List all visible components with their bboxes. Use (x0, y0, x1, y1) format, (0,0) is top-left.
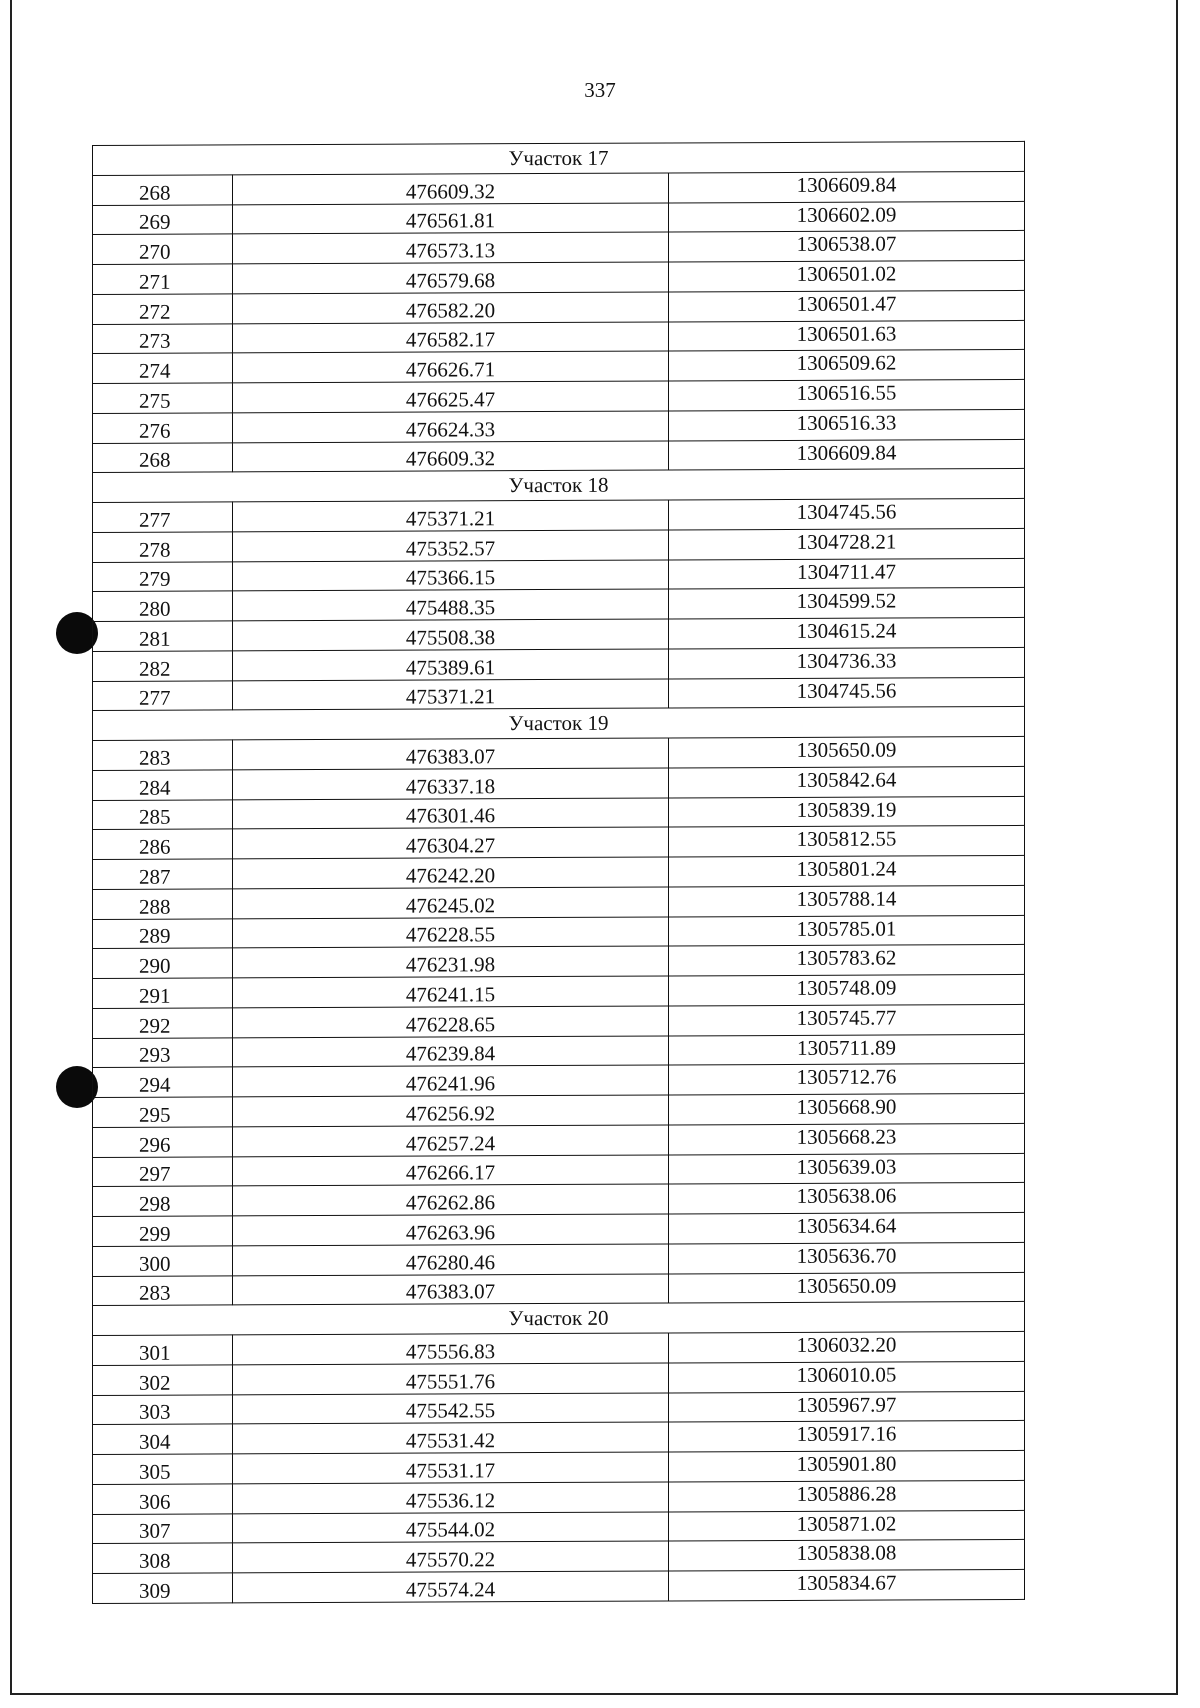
table-row (93, 1391, 1025, 1425)
point-number-cell: 268 (93, 175, 233, 205)
point-number-cell: 299 (93, 1216, 233, 1246)
table-row (93, 647, 1025, 681)
x-coordinate-cell: 476245.02 (233, 887, 669, 919)
y-coordinate-cell: 1305783.62 (669, 945, 1025, 976)
x-coordinate-cell: 476609.32 (233, 173, 669, 205)
point-number-cell: 284 (93, 770, 233, 800)
point-number-cell: 309 (93, 1573, 233, 1603)
section-title: Участок 17 (93, 141, 1025, 175)
x-coordinate-cell: 476337.18 (233, 768, 669, 800)
point-number-cell: 269 (93, 204, 233, 234)
table-row (93, 945, 1025, 979)
y-coordinate-cell: 1304728.21 (669, 528, 1025, 559)
x-coordinate-cell: 476579.68 (233, 262, 669, 294)
y-coordinate-cell: 1306609.84 (669, 171, 1025, 202)
point-number-cell: 287 (93, 859, 233, 889)
table-row (93, 439, 1025, 473)
table-row (93, 1212, 1025, 1246)
table-row (93, 588, 1025, 622)
table-row (93, 915, 1025, 949)
y-coordinate-cell: 1305871.02 (669, 1510, 1025, 1541)
y-coordinate-cell: 1305834.67 (669, 1569, 1025, 1600)
x-coordinate-cell: 476263.96 (233, 1214, 669, 1246)
x-coordinate-cell: 476241.15 (233, 976, 669, 1008)
point-number-cell: 275 (93, 383, 233, 413)
table-row (93, 1450, 1025, 1484)
x-coordinate-cell: 476582.20 (233, 292, 669, 324)
y-coordinate-cell: 1304615.24 (669, 617, 1025, 648)
point-number-cell: 277 (93, 680, 233, 710)
point-number-cell: 286 (93, 829, 233, 859)
x-coordinate-cell: 476242.20 (233, 857, 669, 889)
section-header-row (93, 141, 1025, 175)
x-coordinate-cell: 476228.65 (233, 1006, 669, 1038)
table-row (93, 1064, 1025, 1098)
point-number-cell: 285 (93, 799, 233, 829)
table-row (93, 796, 1025, 830)
y-coordinate-cell: 1304736.33 (669, 647, 1025, 678)
table-row (93, 736, 1025, 770)
x-coordinate-cell: 476304.27 (233, 827, 669, 859)
y-coordinate-cell: 1305668.90 (669, 1093, 1025, 1124)
table-row (93, 1153, 1025, 1187)
table-row (93, 1242, 1025, 1276)
x-coordinate-cell: 475366.15 (233, 559, 669, 591)
x-coordinate-cell: 476239.84 (233, 1035, 669, 1067)
point-number-cell: 292 (93, 1008, 233, 1038)
y-coordinate-cell: 1305636.70 (669, 1242, 1025, 1273)
table-row (93, 1331, 1025, 1365)
table-row (93, 1123, 1025, 1157)
table-row (93, 1421, 1025, 1455)
point-number-cell: 280 (93, 591, 233, 621)
x-coordinate-cell: 476582.17 (233, 321, 669, 353)
x-coordinate-cell: 475389.61 (233, 649, 669, 681)
y-coordinate-cell: 1305842.64 (669, 766, 1025, 797)
x-coordinate-cell: 475574.24 (233, 1571, 669, 1603)
section-title: Участок 20 (93, 1302, 1025, 1336)
y-coordinate-cell: 1304599.52 (669, 588, 1025, 619)
y-coordinate-cell: 1305901.80 (669, 1450, 1025, 1481)
table-row (93, 677, 1025, 711)
point-number-cell: 297 (93, 1156, 233, 1186)
point-number-cell: 278 (93, 532, 233, 562)
table-row (93, 885, 1025, 919)
x-coordinate-cell: 476383.07 (233, 1273, 669, 1305)
y-coordinate-cell: 1305711.89 (669, 1034, 1025, 1065)
section-header-row (93, 1302, 1025, 1336)
point-number-cell: 295 (93, 1097, 233, 1127)
x-coordinate-cell: 475531.42 (233, 1422, 669, 1454)
point-number-cell: 276 (93, 413, 233, 443)
y-coordinate-cell: 1305812.55 (669, 826, 1025, 857)
point-number-cell: 274 (93, 353, 233, 383)
point-number-cell: 268 (93, 442, 233, 472)
table-row (93, 1034, 1025, 1068)
table-row (93, 617, 1025, 651)
y-coordinate-cell: 1305639.03 (669, 1153, 1025, 1184)
x-coordinate-cell: 476625.47 (233, 381, 669, 413)
y-coordinate-cell: 1305650.09 (669, 1272, 1025, 1303)
point-number-cell: 270 (93, 234, 233, 264)
table-row (93, 350, 1025, 384)
table-row (93, 1569, 1025, 1603)
x-coordinate-cell: 475542.55 (233, 1392, 669, 1424)
y-coordinate-cell: 1305801.24 (669, 855, 1025, 886)
x-coordinate-cell: 475544.02 (233, 1511, 669, 1543)
section-header-row (93, 469, 1025, 503)
y-coordinate-cell: 1305886.28 (669, 1480, 1025, 1511)
x-coordinate-cell: 475556.83 (233, 1333, 669, 1365)
x-coordinate-cell: 475352.57 (233, 530, 669, 562)
table-row (93, 1004, 1025, 1038)
x-coordinate-cell: 476561.81 (233, 202, 669, 234)
y-coordinate-cell: 1305838.08 (669, 1540, 1025, 1571)
table-row (93, 409, 1025, 443)
y-coordinate-cell: 1306538.07 (669, 231, 1025, 262)
table-row (93, 290, 1025, 324)
y-coordinate-cell: 1306516.33 (669, 409, 1025, 440)
y-coordinate-cell: 1305748.09 (669, 974, 1025, 1005)
point-number-cell: 303 (93, 1394, 233, 1424)
section-title: Участок 19 (93, 707, 1025, 741)
table-row (93, 1510, 1025, 1544)
y-coordinate-cell: 1305788.14 (669, 885, 1025, 916)
x-coordinate-cell: 475531.17 (233, 1452, 669, 1484)
table-row (93, 1183, 1025, 1217)
point-number-cell: 307 (93, 1513, 233, 1543)
point-number-cell: 290 (93, 948, 233, 978)
page-number: 337 (584, 78, 616, 102)
x-coordinate-cell: 475371.21 (233, 678, 669, 710)
table-row (93, 1480, 1025, 1514)
table-row (93, 826, 1025, 860)
point-number-cell: 308 (93, 1543, 233, 1573)
y-coordinate-cell: 1304745.56 (669, 498, 1025, 529)
x-coordinate-cell: 476626.71 (233, 351, 669, 383)
y-coordinate-cell: 1304711.47 (669, 558, 1025, 589)
point-number-cell: 293 (93, 1037, 233, 1067)
y-coordinate-cell: 1306010.05 (669, 1361, 1025, 1392)
point-number-cell: 306 (93, 1484, 233, 1514)
table-row (93, 558, 1025, 592)
y-coordinate-cell: 1306501.63 (669, 320, 1025, 351)
table-row (93, 231, 1025, 265)
x-coordinate-cell: 475536.12 (233, 1482, 669, 1514)
point-number-cell: 304 (93, 1424, 233, 1454)
y-coordinate-cell: 1305745.77 (669, 1004, 1025, 1035)
point-number-cell: 283 (93, 740, 233, 770)
table-row (93, 171, 1025, 205)
x-coordinate-cell: 475371.21 (233, 500, 669, 532)
y-coordinate-cell: 1305712.76 (669, 1064, 1025, 1095)
point-number-cell: 271 (93, 264, 233, 294)
x-coordinate-cell: 476609.32 (233, 440, 669, 472)
y-coordinate-cell: 1305917.16 (669, 1421, 1025, 1452)
table-row (93, 1093, 1025, 1127)
table-row (93, 1361, 1025, 1395)
table-row (93, 379, 1025, 413)
table-row (93, 320, 1025, 354)
y-coordinate-cell: 1306509.62 (669, 350, 1025, 381)
x-coordinate-cell: 476280.46 (233, 1244, 669, 1276)
x-coordinate-cell: 476301.46 (233, 797, 669, 829)
x-coordinate-cell: 475570.22 (233, 1541, 669, 1573)
point-number-cell: 294 (93, 1067, 233, 1097)
point-number-cell: 305 (93, 1454, 233, 1484)
point-number-cell: 283 (93, 1275, 233, 1305)
table-row (93, 260, 1025, 294)
coordinates-table (92, 141, 1025, 1604)
section-header-row (93, 707, 1025, 741)
y-coordinate-cell: 1305785.01 (669, 915, 1025, 946)
x-coordinate-cell: 476262.86 (233, 1184, 669, 1216)
section-title: Участок 18 (93, 469, 1025, 503)
y-coordinate-cell: 1306032.20 (669, 1331, 1025, 1362)
y-coordinate-cell: 1306516.55 (669, 379, 1025, 410)
x-coordinate-cell: 476231.98 (233, 946, 669, 978)
point-number-cell: 288 (93, 889, 233, 919)
table-row (93, 974, 1025, 1008)
point-number-cell: 296 (93, 1127, 233, 1157)
x-coordinate-cell: 476266.17 (233, 1154, 669, 1186)
x-coordinate-cell: 476383.07 (233, 738, 669, 770)
point-number-cell: 289 (93, 918, 233, 948)
y-coordinate-cell: 1305668.23 (669, 1123, 1025, 1154)
x-coordinate-cell: 476241.96 (233, 1065, 669, 1097)
table-row (93, 1540, 1025, 1574)
point-number-cell: 277 (93, 502, 233, 532)
point-number-cell: 281 (93, 621, 233, 651)
y-coordinate-cell: 1306609.84 (669, 439, 1025, 470)
x-coordinate-cell: 476257.24 (233, 1125, 669, 1157)
y-coordinate-cell: 1305634.64 (669, 1212, 1025, 1243)
point-number-cell: 282 (93, 651, 233, 681)
y-coordinate-cell: 1305638.06 (669, 1183, 1025, 1214)
coordinates-table-body (93, 141, 1025, 1603)
point-number-cell: 273 (93, 323, 233, 353)
point-number-cell: 298 (93, 1186, 233, 1216)
y-coordinate-cell: 1305967.97 (669, 1391, 1025, 1422)
x-coordinate-cell: 476228.55 (233, 916, 669, 948)
y-coordinate-cell: 1304745.56 (669, 677, 1025, 708)
x-coordinate-cell: 475488.35 (233, 589, 669, 621)
x-coordinate-cell: 476624.33 (233, 411, 669, 443)
x-coordinate-cell: 475508.38 (233, 619, 669, 651)
table-row (93, 201, 1025, 235)
point-number-cell: 302 (93, 1365, 233, 1395)
table-row (93, 1272, 1025, 1306)
table-row (93, 528, 1025, 562)
y-coordinate-cell: 1306602.09 (669, 201, 1025, 232)
point-number-cell: 301 (93, 1335, 233, 1365)
x-coordinate-cell: 476256.92 (233, 1095, 669, 1127)
x-coordinate-cell: 476573.13 (233, 232, 669, 264)
table-row (93, 855, 1025, 889)
table-row (93, 766, 1025, 800)
y-coordinate-cell: 1305650.09 (669, 736, 1025, 767)
table-row (93, 498, 1025, 532)
point-number-cell: 279 (93, 561, 233, 591)
y-coordinate-cell: 1306501.47 (669, 290, 1025, 321)
point-number-cell: 291 (93, 978, 233, 1008)
point-number-cell: 300 (93, 1246, 233, 1276)
y-coordinate-cell: 1305839.19 (669, 796, 1025, 827)
y-coordinate-cell: 1306501.02 (669, 260, 1025, 291)
point-number-cell: 272 (93, 294, 233, 324)
x-coordinate-cell: 475551.76 (233, 1363, 669, 1395)
